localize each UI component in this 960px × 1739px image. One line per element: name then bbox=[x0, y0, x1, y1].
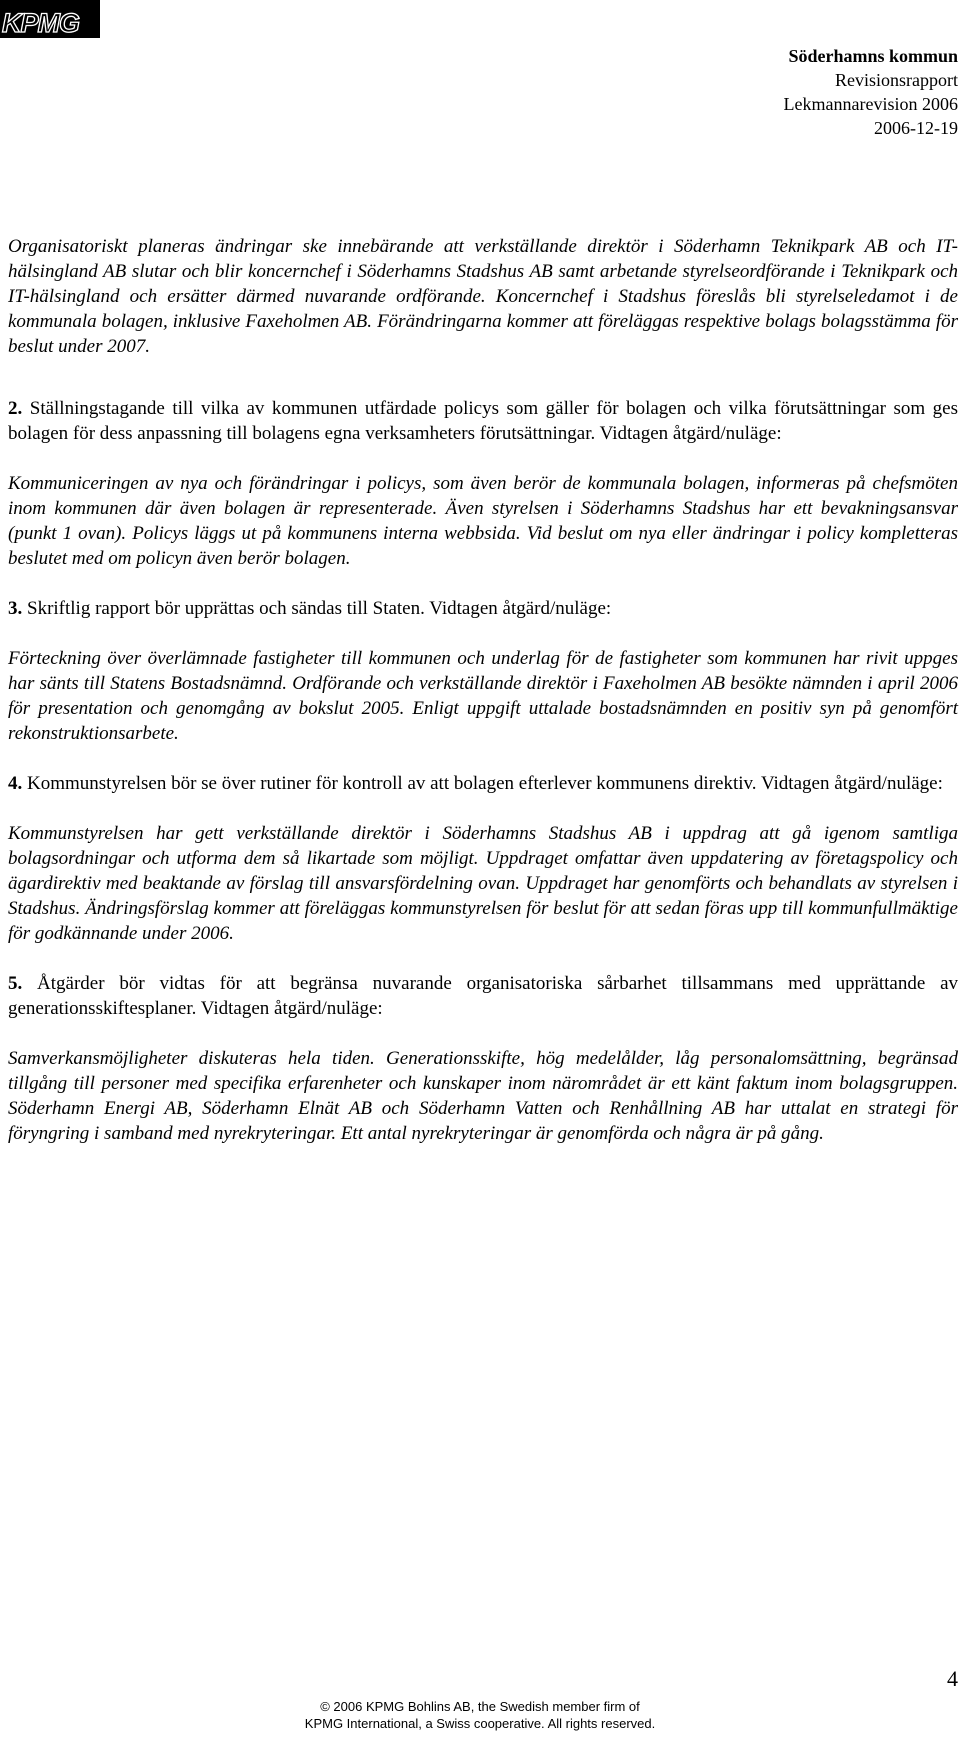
item-3-body: Skriftlig rapport bör upprättas och sändas till Staten. Vidtagen åtgärd/nuläge: bbox=[27, 598, 612, 619]
document-body bbox=[8, 234, 958, 1171]
item-2-response: Kommuniceringen av nya och förändringar i policys, som även berör de kommunala bolagen, informeras på chefsmöten inom kommunen där även bolagen är representerade. Även styrelsen i Söderhamns Stadshus har ett bevakningsansvar (punkt 1 ovan). Policys läggs ut på kommunens interna webbsida. Vid beslut om nya eller ändringar i policy kompletteras beslutet med om policyn även berör bolagen. bbox=[8, 473, 958, 569]
item-2-text bbox=[8, 396, 958, 446]
document-header bbox=[784, 44, 958, 140]
kpmg-logo bbox=[0, 0, 100, 38]
header-date: 2006-12-19 bbox=[874, 118, 958, 138]
header-organization: Söderhamns kommun bbox=[788, 46, 958, 66]
item-4-body: Kommunstyrelsen bör se över rutiner för kontroll av att bolagen efterlever kommunens direktiv. Vidtagen åtgärd/nuläge: bbox=[27, 773, 943, 794]
item-5-response: Samverkansmöjligheter diskuteras hela tiden. Generationsskifte, hög medelålder, låg personalomsättning, begränsad tillgång till personer med specifika erfarenheter och kunskaper inom närområdet är ett känt faktum inom bolagsgruppen. Söderhamn Energi AB, Söderhamn Elnät AB och Söderhamn Vatten och Renhållning AB har uttalat en strategi för föryngring i samband med nyrekryteringar. Ett antal nyrekryteringar är genomförda och några är på gång. bbox=[8, 1048, 958, 1144]
copyright-footer bbox=[0, 1698, 960, 1732]
footer-line-1: © 2006 KPMG Bohlins AB, the Swedish member firm of bbox=[320, 1699, 640, 1714]
header-report-type: Revisionsrapport bbox=[835, 70, 958, 90]
item-3-number: 3. bbox=[8, 598, 23, 619]
item-3-text bbox=[8, 596, 958, 621]
item-2-body: Ställningstagande till vilka av kommunen utfärdade policys som gäller för bolagen och vilka förutsättningar som ges bolagen för dess anpassning till bolagens egna verksamheters förutsättningar. Vidtagen åtgärd/nuläge: bbox=[8, 398, 958, 444]
footer-line-2: KPMG International, a Swiss cooperative. All rights reserved. bbox=[304, 1716, 656, 1731]
item-5-body: Åtgärder bör vidtas för att begränsa nuvarande organisatoriska sårbarhet tillsammans med upprättande av generationsskiftesplaner. Vidtagen åtgärd/nuläge: bbox=[8, 973, 959, 1019]
intro-paragraph: Organisatoriskt planeras ändringar ske innebärande att verkställande direktör i Söderhamn Teknikpark AB och IT-hälsingland AB slutar och blir koncernchef i Söderhamns Stadshus AB samt arbetande styrelseordförande i Teknikpark och IT-hälsingland och ersätter därmed nuvarande ordförande. Koncernchef i Stadshus föreslås bli styrelseledamot i de kommunala bolagen, inklusive Faxeholmen AB. Förändringarna kommer att föreläggas respektive bolags bolagsstämma för beslut under 2007. bbox=[8, 236, 958, 357]
page-number: 4 bbox=[947, 1666, 958, 1691]
item-3-response: Förteckning över överlämnade fastigheter till kommunen och underlag för de fastigheter som kommunen har rivit uppges har sänts till Statens Bostadsnämnd. Ordförande och verkställande direktör i Faxeholmen AB besökte nämnden i april 2006 för presentation och genomgång av bokslut 2005. Enligt uppgift uttalade bostadsnämnden en positiv syn på genomfört rekonstruktionsarbete. bbox=[8, 648, 958, 744]
item-2-number: 2. bbox=[8, 398, 23, 419]
item-5-number: 5. bbox=[8, 973, 23, 994]
logo-text: KPMG bbox=[2, 8, 79, 38]
item-4-response: Kommunstyrelsen har gett verkställande direktör i Söderhamns Stadshus AB i uppdrag att gå igenom samtliga bolagsordningar och utforma dem så likartade som möjligt. Uppdraget omfattar även uppdatering av företagspolicy och ägardirektiv med beaktande av förslag till ansvarsfördelning ovan. Uppdraget har genomförts och behandlats av styrelsen i Stadshus. Ändringsförslag kommer att föreläggas kommunstyrelsen för beslut för att sedan föras upp till kommunfullmäktige för godkännande under 2006. bbox=[8, 823, 958, 944]
item-4-number: 4. bbox=[8, 773, 23, 794]
item-4-text bbox=[8, 771, 958, 796]
item-5-text bbox=[8, 971, 958, 1021]
header-report-name: Lekmannarevision 2006 bbox=[783, 94, 958, 114]
